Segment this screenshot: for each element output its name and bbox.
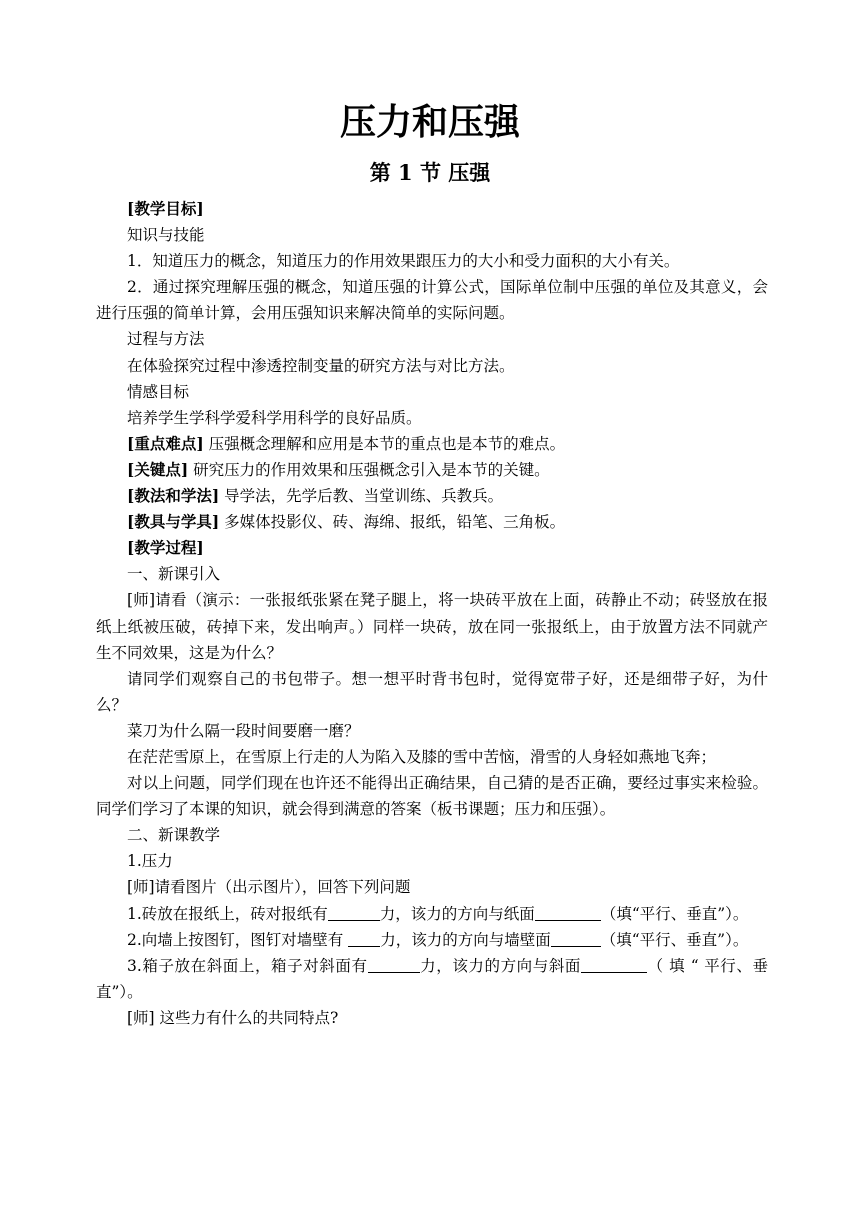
intro-paragraph-2: 请同学们观察自己的书包带子。想一想平时背书包时，觉得宽带子好，还是细带子好，为什么？ <box>96 669 768 714</box>
page-title: 压力和压强 <box>339 102 520 143</box>
teaching-tools: [教具与学具] 多媒体投影仪、砖、海绵、报纸，铅笔、三角板。 <box>127 512 566 532</box>
key-difficulty: [重点难点] 压强概念理解和应用是本节的重点也是本节的难点。 <box>127 433 566 453</box>
process-text: 在体验探究过程中渗透控制变量的研究方法与对比方法。 <box>127 356 515 375</box>
heading-knowledge-skills: 知识与技能 <box>127 226 205 245</box>
answer-blank <box>581 956 647 973</box>
pressure-intro: [师]请看图片（出示图片），回答下列问题 <box>127 878 411 897</box>
heading-new-lesson-teaching: 二、新课教学 <box>127 826 221 845</box>
answer-blank <box>328 904 380 921</box>
key-point: [关键点] 研究压力的作用效果和压强概念引入是本节的关键。 <box>127 459 550 479</box>
heading-new-lesson-intro: 一、新课引入 <box>127 565 221 584</box>
answer-blank <box>368 956 420 973</box>
answer-blank <box>535 904 601 921</box>
heading-process-methods: 过程与方法 <box>127 330 205 349</box>
intro-paragraph-4: 在茫茫雪原上，在雪原上行走的人为陷入及膝的雪中苦恼，滑雪的人身轻如燕地飞奔； <box>127 747 717 766</box>
document-body <box>96 196 768 1031</box>
intro-paragraph-1: [师]请看（演示：一张报纸张紧在凳子腿上，将一块砖平放在上面，砖静止不动；砖竖放在报纸上纸被压破，砖掉下来，发出响声。）同样一块砖，放在同一张报纸上，由于放置方法不同就产生不同效果，这是为什么？ <box>96 591 768 662</box>
question-2: 2.向墙上按图钉，图钉对墙壁有 力，该力的方向与墙壁面 （填“平行、垂直”）。 <box>127 930 749 949</box>
goal-item-1: 1．知道压力的概念，知道压力的作用效果跟压力的大小和受力面积的大小有关。 <box>127 252 680 271</box>
emotion-text: 培养学生学科学爱科学用科学的良好品质。 <box>127 408 422 427</box>
goal-item-2: 2．通过探究理解压强的概念，知道压强的计算公式，国际单位制中压强的单位及其意义，会进行压强的简单计算，会用压强知识来解决简单的实际问题。 <box>96 278 768 323</box>
answer-blank <box>551 930 601 947</box>
intro-paragraph-5: 对以上问题，同学们现在也许还不能得出正确结果，自己猜的是否正确，要经过事实来检验。同学们学习了本课的知识，就会得到满意的答案（板书课题；压力和压强）。 <box>96 774 768 819</box>
intro-paragraph-3: 菜刀为什么隔一段时间要磨一磨？ <box>127 721 360 740</box>
answer-blank <box>348 930 380 947</box>
question-3: 3.箱子放在斜面上，箱子对斜面有 力，该力的方向与斜面 （ 填 “ 平行、垂直”）。 <box>96 956 768 1001</box>
closing-question: [师] 这些力有什么的共同特点? <box>127 1008 339 1027</box>
question-1: 1.砖放在报纸上，砖对报纸有 力，该力的方向与纸面 （填“平行、垂直”）。 <box>127 904 749 923</box>
section-subtitle: 第 1 节 压强 <box>369 160 491 185</box>
heading-teaching-goals: [教学目标] <box>127 199 204 218</box>
heading-pressure: 1.压力 <box>127 852 173 871</box>
heading-emotion-goals: 情感目标 <box>127 382 190 401</box>
teaching-method: [教法和学法] 导学法，先学后教、当堂训练、兵教兵。 <box>127 486 504 506</box>
heading-teaching-process: [教学过程] <box>127 538 204 558</box>
